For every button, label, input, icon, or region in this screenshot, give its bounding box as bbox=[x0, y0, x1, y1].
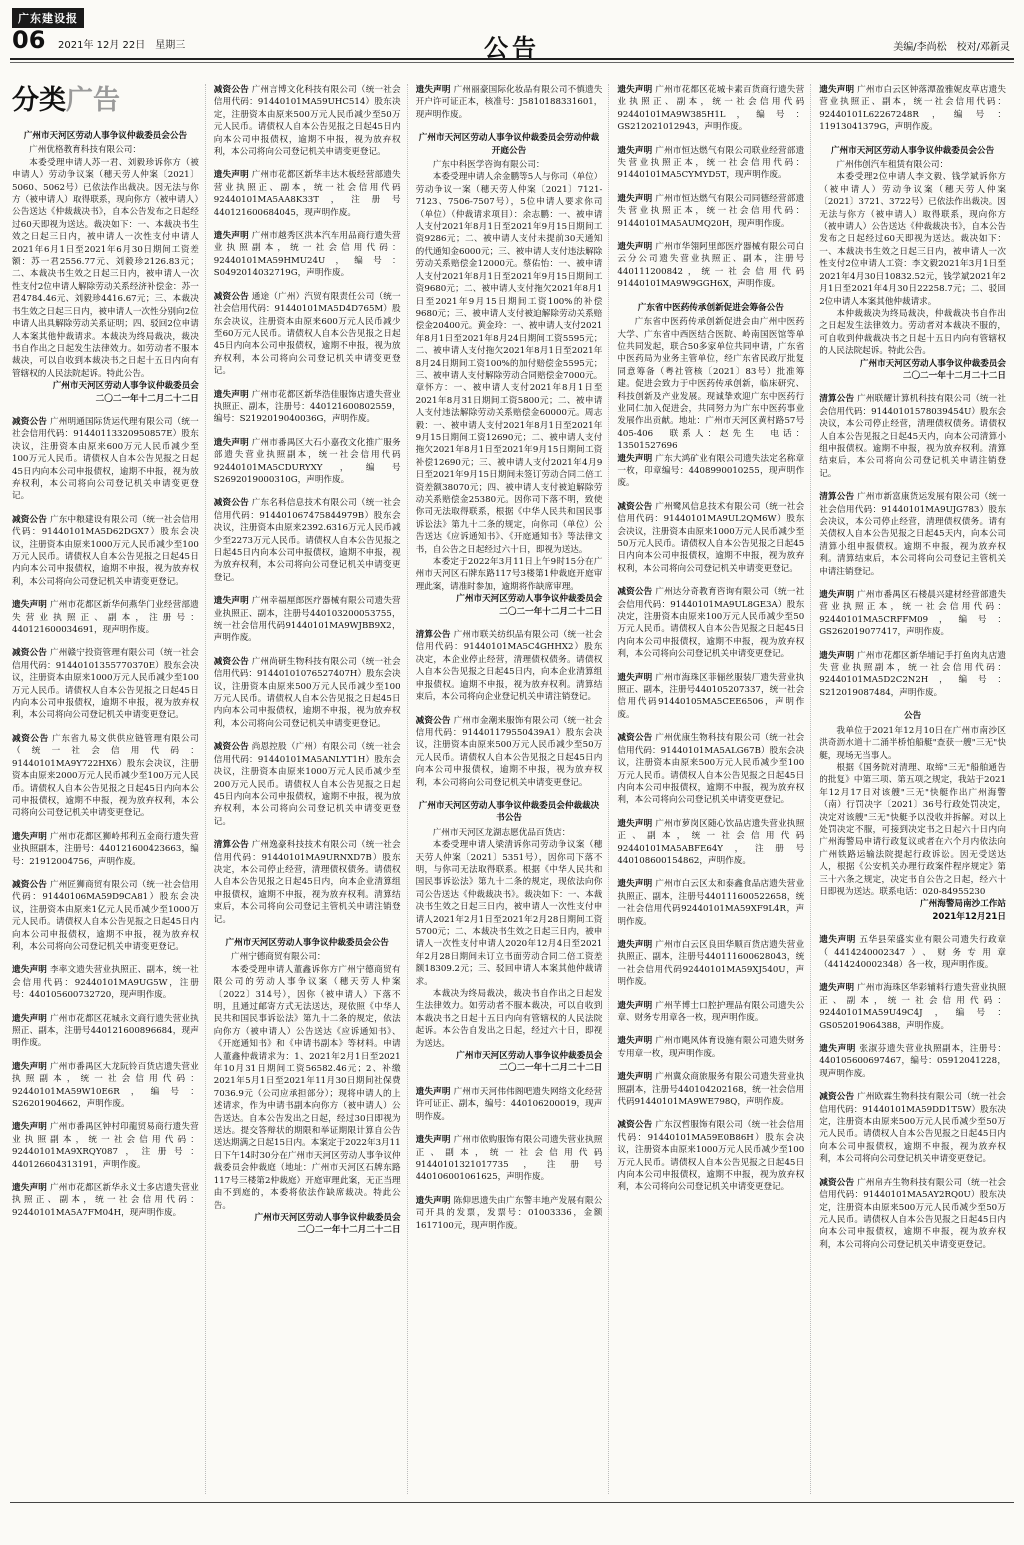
notice-label: 减资公告 bbox=[12, 514, 48, 525]
notice-paragraph: 本委受理申请人梁清诉你司劳动争议案（穗天劳人仲案〔2021〕5351号），因你司下落不明，与你司无法取得联系。根据《中华人民共和国民事诉讼法》第九十二条的规定，现依法向你司公告送达《仲裁裁决书》。裁决如下：一、本裁决书生效之日起三日内，被申请人一次性支付申请人2021年2月1日至2021年2月28日期间工资5700元；二、本裁决书生效之日起三日内，被申请人一次性支付申请人2020年12月4日至2021年2月28日期间未订立书面劳动合同二倍工资差额18309.2元；三、驳回申请人本案其他仲裁请求。 bbox=[415, 840, 603, 987]
notice-paragraph: 广州宁德商贸有限公司： bbox=[230, 952, 326, 963]
notice-text: 广州冀众商旅服务有限公司遗失营业执照副本，注册号440104202168，统一社会信用代码91440101MA9WE798Q，声明作废。 bbox=[617, 1072, 805, 1108]
notice-text: 广州市花都区花城永文商行遗失营业执照正、副本，注册号440121600896684，现声明作废。 bbox=[12, 1013, 199, 1049]
column-2 bbox=[214, 84, 408, 1494]
notice-item bbox=[617, 878, 804, 928]
notice-label: 遗失声明 bbox=[12, 1013, 48, 1024]
notice-label: 遗失声明 bbox=[819, 935, 856, 946]
notice-item bbox=[214, 230, 401, 280]
notice-item bbox=[416, 629, 603, 703]
notice-paragraph: 广州优格教育科技有限公司： bbox=[29, 145, 141, 156]
notice-text: 广东大鸿矿业有限公司遗失法定名称章一枚，印章编号：4408990010255，现声明作废。 bbox=[617, 453, 805, 489]
notice-label: 遗失声明 bbox=[617, 939, 653, 950]
notice-label: 清算公告 bbox=[819, 492, 855, 503]
notice-item bbox=[12, 964, 199, 1001]
section-title: 公告 bbox=[484, 34, 540, 62]
notice-text: 广州匠狮商贸有限公司（统一社会信用代码：91440106MA59D9CA81）股东会决议，注册资本由原来1亿元人民币减少至1000万元人民币。请债权人自本公告见报之日起45日内向本公司申报债权，逾期不申报，视为放弃权利，本公司将向公司登记机关申请变更登记。 bbox=[12, 879, 199, 952]
notice-text: 广州市番禺区钟村印龍贸易商行遗失营业执照副本，统一社会信用代码：92440101MA9XRQY087，注册号：440126604313191，声明作废。 bbox=[12, 1122, 199, 1170]
notice-item bbox=[12, 416, 199, 503]
notice-item bbox=[617, 501, 804, 575]
header-rule-thin bbox=[10, 62, 1014, 63]
notice-text: 广州市金潮来服饰有限公司（统一社会信用代码：914401179550439A1）股东会决议，注册资本由原来500万元人民币减少至50万元人民币。请债权人自本公告见报之日起45日内向本公司申报债权，逾期不申报，视为放弃权利，本公司将向公司登记机关申请变更登记。 bbox=[415, 715, 603, 788]
notice-item bbox=[12, 647, 199, 721]
notice-text: 广州丽豪国际化妆品有限公司不慎遗失开户许可证正本，核准号：J5810188331601，现声明作废。 bbox=[415, 85, 603, 120]
notice-label: 减资公告 bbox=[213, 742, 249, 753]
notice-item bbox=[617, 453, 804, 490]
issue-date: 2021年 12月 22日 星期三 bbox=[58, 40, 186, 51]
notice-label: 遗失声明 bbox=[12, 600, 48, 611]
notice-item bbox=[214, 741, 401, 828]
notice-item bbox=[12, 879, 199, 953]
notice-label: 遗失声明 bbox=[819, 590, 855, 601]
notice-item bbox=[617, 1071, 804, 1108]
notice-paragraph: 本委受理申请人苏一君、刘毅珍诉你方（被申请人）劳动争议案（穗天劳人仲案〔2021〕5060、5062号）已依法作出裁决。因无法与你方（被申请人）取得联系，现向你方（被申请人）公告送达《仲裁裁决书》，自本公告发布之日起经过60天即视为送达。裁决如下：一、本裁决书生效之日起三日内，被申请人一次性支付申请人2021年6月1日至2021年6月30日期间工资差额：苏一君2556.77元、刘毅珍2126.83元；二、本裁决书生效之日起三日内，被申请人一次性支付2位申请人解除劳动关系经济补偿金：苏一君4784.46元、刘毅珍4416.67元；三、本裁决书生效之日起三日内，被申请人一次性分别向2位申请人出具解除劳动关系证明；四、驳回2位申请人本案其他仲裁请求。本裁决为终局裁决，裁决书自作出之日起发生法律效力。如劳动者不服本裁决，可以自收到本裁决书之日起十五日内向有管辖权的人民法院起诉。特此公告。 bbox=[12, 157, 199, 379]
notice-label: 遗失声明 bbox=[617, 1000, 653, 1011]
notice-signature: 二〇二一年十二月二十二日 bbox=[499, 606, 603, 617]
notice-item bbox=[416, 1086, 603, 1123]
notice-item bbox=[617, 1119, 804, 1193]
notice-item bbox=[416, 1195, 603, 1232]
notice-paragraph: 本委受理申请人董鑫诉你方广州宁德商贸有限公司的劳动人事争议案（穗天劳人仲案〔2022〕314号），因你（被申请人）下落不明，且通过邮寄方式无法送达，现依照《中华人民共和国民事诉讼法》第九十二条的规定，依法向你方（被申请人）公告送达《应诉通知书》、《开庭通知书》和《申请书副本》等材料。申请人董鑫仲裁请求为：1、2021年2月1日至2021年10月31日期间工资56582.46元；2、补缴2021年5月1日至2021年11月30日期间社保费7036.9元（公司应承担部分）；现将申请人的上述请求，作为申请书副本向你方（被申请人）公告送达。自本公告发出之日起，经过30日即视为送达。提交答辩状的期限和举证期限计算自公告送达期满之日起15日内。本案定于2022年3月11日下午14时30分在广州市天河区劳动人事争议仲裁委员会仲裁庭（地址：广州市天河区石牌东路117号三楼第2仲裁庭）开庭审理此案，无正当理由不到庭的，本委将依法作缺席裁决。特此公告。 bbox=[213, 964, 401, 1211]
notice-item bbox=[617, 84, 804, 134]
notice-label: 遗失声明 bbox=[819, 650, 855, 661]
notice-label: 遗失声明 bbox=[213, 170, 249, 181]
notice-paragraph: 广州市天河区龙湖志愿优品百货店： bbox=[432, 827, 571, 838]
classified-heading-accent: 广告 bbox=[66, 85, 120, 116]
notice-paragraph: 广州伟创汽车租赁有限公司： bbox=[836, 160, 949, 171]
notice-label: 遗失声明 bbox=[415, 1086, 451, 1097]
notice-label: 遗失声明 bbox=[617, 1036, 653, 1047]
notice-label: 减资公告 bbox=[819, 1092, 855, 1103]
notice-item bbox=[617, 241, 804, 291]
notice-item bbox=[819, 84, 1006, 134]
notice-text: 广州市番禺区石楼晨兴建材经营部遗失营业执照正本，统一社会信用代码：92440101MA5CRFFM09，编号：GS262019077417，声明作废。 bbox=[819, 590, 1006, 638]
notice-signature: 二〇二一年十二月二十二日 bbox=[499, 1063, 603, 1074]
notice-label: 减资公告 bbox=[617, 733, 653, 744]
notice-item bbox=[12, 733, 199, 820]
notice-text: 广州幸福厘郎医疗器械有限公司遗失营业执照正、副本，注册号440103200053755，统一社会信用代码91440101MA9WJBB9X2，声明作废。 bbox=[213, 596, 401, 644]
notice-item bbox=[12, 831, 199, 868]
notice-text: 广州言博文化科技有限公司（统一社会信用代码：91440101MA59UHC514）股东决定，注册资本由原来500万元人民币减少至50万元人民币。请债权人自本公告见报之日起45日内向本公司申报债权，逾期不申报，视为放弃权利，本公司将向公司登记机关申请变更登记。 bbox=[213, 85, 401, 158]
notice-item bbox=[214, 656, 401, 730]
notice-text: 广州市白云区太和泰鑫食品店遗失营业执照正、副本，注册号440111600522658，统一社会信用代码92440101MA59XF9L4R，声明作废。 bbox=[617, 879, 805, 927]
classified-columns bbox=[12, 84, 1012, 1494]
notice-text: 广州市恒达燃气有限公司联业经营部遗失营业执照正本，统一社会信用代码：91440101MA5CYMYD5T，现声明作废。 bbox=[617, 145, 805, 181]
newspaper-masthead: 广东建设报 bbox=[12, 8, 84, 28]
notice-text: 广州市白云区钟落潭盈雅妮皮草店遗失营业执照正、副本，统一社会信用代码：92440101L62267248R，编号：11913041379G，声明作废。 bbox=[819, 85, 1006, 133]
notice-item bbox=[12, 1061, 199, 1111]
notice-label: 遗失声明 bbox=[617, 453, 653, 464]
column-5 bbox=[819, 84, 1012, 1494]
notice-paragraph: 广东省中医药传承创新促进会由广州中医药大学、广东省中西医结合医院、岭南国医馆等单位共同发起，联合50多家单位共同申请，广东省中医药局为业务主管单位，经广东省民政厅批复同意筹备（粤社管核〔2021〕83号）批准筹建。促进会致力于中医药传承创新，临床研究、科技创新及产业发展。现诚挚欢迎广东中医药行业同仁加入促进会，共同努力为广东中医药事业发展作出贡献。地址：广州市天河区黄村路57号405-406 联系人：赵先生 电话：13501527696 bbox=[617, 317, 805, 452]
notice-item bbox=[819, 982, 1006, 1032]
notice-text: 广州鹭风信息技术有限公司（统一社会信用代码：91440101MA9UL2QM6W）股东会决议，注册资本由原来1000万元人民币减少至50万元人民币。请债权人自本公告见报之日起45日内向本公司申报债权，逾期不申报，视为放弃权利，本公司将向公司登记机关申请变更登记。 bbox=[617, 501, 805, 574]
notice-label: 遗失声明 bbox=[213, 596, 249, 607]
notice-item bbox=[12, 1013, 199, 1050]
notice-title: 广州市天河区劳动人事争议仲裁委员会仲裁裁决书公告 bbox=[418, 800, 600, 824]
notice-signature: 广州市天河区劳动人事争议仲裁委员会 bbox=[859, 358, 1006, 369]
notice-label: 遗失声明 bbox=[819, 983, 855, 994]
notice-label: 遗失声明 bbox=[415, 1135, 451, 1146]
notice-item bbox=[819, 491, 1006, 578]
notice-signature: 2021年12月21日 bbox=[932, 911, 1006, 922]
notice-label: 遗失声明 bbox=[12, 1183, 48, 1194]
notice-item bbox=[12, 1182, 199, 1219]
notice-label: 遗失声明 bbox=[617, 879, 653, 890]
notice-paragraph: 本委受理2位申请人李文毅、钱学斌诉你方（被申请人）劳动争议案（穗天劳人仲案〔2021〕3721、3722号）已依法作出裁决。因无法与你方（被申请人）取得联系，现向你方（被申请人）公告送达《仲裁裁决书》，自本公告发布之日起经过60天即视为送达。裁决如下：一、本裁决书生效之日起三日内，被申请人一次性支付2位申请人工资：李文毅2021年3月1日至2021年4月30日10832.52元，钱学斌2021年2月1日至2021年4月30日22258.7元；二、驳回2位申请人本案其他仲裁请求。 bbox=[819, 172, 1006, 307]
notice-title: 广州市天河区劳动人事争议仲裁委员会公告 bbox=[225, 937, 389, 948]
notice-label: 减资公告 bbox=[819, 1177, 855, 1188]
notice-item bbox=[617, 145, 804, 182]
notice-label: 清算公告 bbox=[415, 630, 451, 641]
notice-signature: 二〇二一年十二月二十二日 bbox=[297, 1225, 401, 1236]
notice-signature: 广州市天河区劳动人事争议仲裁委员会 bbox=[52, 381, 199, 392]
notice-text: 广州尚研生物科技有限公司（统一社会信用代码：91440101076527407H）股东会决议，注册资本由原来500万元人民币减少至100万元人民币。请债权人自本公告见报之日起45日内向本公司申报债权，逾期不申报，视为放弃权利，本公司将向公司登记机关申请变更登记。 bbox=[213, 656, 401, 729]
notice-text: 通途（广州）汽贸有限责任公司（统一社会信用代码：91440101MA5D4D765M）股东会决议，注册资本由原来600万元人民币减少至60万元人民币。请债权人自本公告见报之日起45日内向本公司申报债权，逾期不申报，视为放弃权利，本公司将向公司登记机关申请变更登记。 bbox=[213, 291, 401, 377]
notice-item bbox=[12, 599, 199, 636]
notice-label: 遗失声明 bbox=[12, 965, 48, 976]
notice-item bbox=[214, 169, 401, 219]
notice-text: 广州市白云区良田华顺百货店遗失营业执照正、副本，注册号440111600628043，统一社会信用代码92440101MA59XJ540U，声明作废。 bbox=[617, 939, 805, 988]
notice-label: 减资公告 bbox=[12, 879, 48, 890]
notice-text: 广东中粮建设有限公司（统一社会信用代码：91440101MA5D62DGX7）股东会决议，注册资本由原来1000万元人民币减少至100万元人民币。请债权人自本公告见报之日起45日内向本公司申报债权，逾期不申报，视为放弃权利，本公司将向公司登记机关申请变更登记。 bbox=[12, 514, 199, 587]
notice-item bbox=[819, 1177, 1006, 1251]
notice-title: 广东省中医药传承创新促进会筹备公告 bbox=[637, 302, 784, 313]
notice-text: 张淑芬遗失营业执照副本，注册号：440105600697467，编号：05912041228，现声明作废。 bbox=[819, 1044, 1006, 1079]
notice-text: 广州芊博士口腔护理品有限公司遗失公章、财务专用章各一枚，现声明作废。 bbox=[617, 1000, 805, 1023]
notice-item bbox=[617, 1035, 804, 1060]
notice-text: 广东省九易文供供应链管理有限公司（统一社会信用代码：91440101MA9Y722HX6）股东会决议，注册资本由原来2000万元人民币减少至100万元人民币。请债权人自本公告见报之日起45日内向本公司申报债权，逾期不申报，视为放弃权利，本公司将向公司登记机关申请变更登记。 bbox=[12, 733, 199, 819]
header-rule bbox=[10, 58, 1014, 60]
page-number: 06 bbox=[12, 26, 46, 54]
notice-label: 减资公告 bbox=[12, 416, 48, 427]
notice-item bbox=[214, 595, 401, 645]
notice-text: 广州市新富康货运发展有限公司（统一社会信用代码：91440101MA9UJG783）股东会决议，本公司停止经营，清理债权债务。请有关债权人自本公告见报之日起45天内，向本公司清算小组申报债权。逾期不申报，视为放弃权利。清算结束后，本公司将向公司登记主管机关申请注销登记。 bbox=[819, 492, 1006, 577]
notice-label: 减资公告 bbox=[213, 498, 249, 509]
editor-credits: 美编/李尚松 校对/邓新灵 bbox=[893, 42, 1010, 53]
notice-signature: 二〇二一年十二月二十二日 bbox=[902, 370, 1006, 381]
notice-title: 广州市天河区劳动人事争议仲裁委员会劳动仲裁开庭公告 bbox=[418, 133, 600, 156]
column-3 bbox=[416, 84, 610, 1494]
notice-label: 清算公告 bbox=[819, 394, 855, 405]
notice-text: 尚恩控股（广州）有限公司（统一社会信用代码：91440101MA5ANLYT1H）股东会决议，注册资本由原来1000万元人民币减少至200万元人民币。请债权人自本公告见报之日起45日内向本公司申报债权，逾期不申报，视为放弃权利，本公司将向公司登记机关申请变更登记。 bbox=[213, 742, 401, 827]
notice-item bbox=[416, 1134, 603, 1184]
notice-text: 广州市花都区新华埔记手打鱼肉丸店遗失营业执照副本，统一社会信用代码：92440101MA5D2C2N2H，编号：S212019087484，声明作废。 bbox=[819, 650, 1006, 698]
notice-paragraph: 根据《国务院对清理、取缔"三无"船舶通告的批复》中第三项、第五项之规定，我站于2021年12月17日对该艘"三无"快艇作出广州海警（南）行罚决字〔2021〕36号行政处罚决定，决定对该艘"三无"快艇予以没收并拆解。对以上处罚决定不服，可接到决定书之日起六十日内向广州海警局申请行政复议或者在六个月内依法向广州铁路运输法院提起行政诉讼。因无受送达人，根据《公安机关办理行政案件程序规定》第三十六条之规定，决定书自公告之日起，经六十日即视为送达。联系电话：020-84955230 bbox=[819, 762, 1006, 897]
notice-item bbox=[819, 934, 1006, 971]
notice-label: 遗失声明 bbox=[415, 1195, 451, 1206]
notice-item bbox=[819, 1043, 1006, 1080]
notice-label: 减资公告 bbox=[617, 501, 653, 512]
notice-paragraph: 广东中科医学咨询有限公司： bbox=[432, 160, 545, 171]
notice-item bbox=[617, 818, 804, 868]
notice-text: 广州市番禺区大石小嘉孜文化推广服务部遗失营业执照副本，统一社会信用代码92440101MA5CDURYXY，编号S2692019000310G，声明作废。 bbox=[213, 437, 401, 485]
notice-text: 广州市越秀区洪本汽车用品商行遗失营业执照副本，统一社会信用代码：92440101MA59HMU24U，编号：S0492014032719G，声明作废。 bbox=[213, 231, 401, 279]
notice-item bbox=[416, 84, 603, 121]
notice-text: 广州市花都区花城卡素百货商行遗失营业执照正、副本，统一社会信用代码92440101MA9W385H1L，编号：GS212021012943，声明作废。 bbox=[617, 85, 805, 133]
notice-text: 李率文遗失营业执照正、副本，统一社会信用代码：92440101MA9UG5W，注册号：440105600732720，现声明作废。 bbox=[12, 965, 199, 1001]
classified-ads-heading bbox=[12, 84, 199, 118]
notice-item bbox=[617, 586, 804, 660]
notice-text: 广州市花都区新华丰达木板经营部遗失营业执照正、副本，统一社会信用代码92440101MA5AA8K33T，注册号440121600684045，现声明作废。 bbox=[213, 170, 401, 218]
notice-label: 遗失声明 bbox=[617, 242, 653, 253]
notice-item bbox=[416, 715, 603, 789]
notice-label: 减资公告 bbox=[12, 648, 48, 659]
notice-text: 广州市恒达燃气有限公司同德经营部遗失营业执照正本，统一社会信用代码：91440101MA5AUMQ20H，现声明作废。 bbox=[617, 193, 805, 229]
notice-item bbox=[617, 193, 804, 230]
notice-signature: 二〇二一年十二月二十二日 bbox=[95, 393, 199, 404]
notice-paragraph: 本委定于2022年3月11日上午9时15分在广州市天河区石牌东路117号3楼第1仲裁庭开庭审理此案，请准时参加，逾期将作缺席审理。 bbox=[415, 557, 603, 592]
notice-item bbox=[214, 437, 401, 487]
notice-paragraph: 本仲裁裁决为终局裁决，仲裁裁决书自作出之日起发生法律效力。劳动者对本裁决不服的，可自收到仲裁裁决书之日起十五日内向有管辖权的人民法院起诉。特此公告。 bbox=[819, 308, 1006, 357]
notice-text: 广州市花都区狮岭邦利五金商行遗失营业执照副本，注册号：440121600423663，编号：21912004756，声明作废。 bbox=[12, 831, 199, 867]
notice-item bbox=[617, 939, 804, 989]
notice-label: 遗失声明 bbox=[12, 831, 48, 842]
notice-text: 广州市飓风体育设施有限公司遗失财务专用章一枚，现声明作废。 bbox=[617, 1036, 805, 1059]
notice-label: 遗失声明 bbox=[415, 85, 451, 95]
notice-label: 遗失声明 bbox=[213, 231, 249, 242]
notice-label: 遗失声明 bbox=[213, 389, 249, 400]
notice-item bbox=[819, 589, 1006, 639]
notice-item bbox=[214, 839, 401, 926]
notice-text: 陈仰思遗失由广东警丰地产发展有限公司开具的发票，发票号：01003336，金额1617100元，现声明作废。 bbox=[415, 1195, 603, 1231]
notice-text: 广东名科信息技术有限公司（统一社会信用代码：914401067475844979B）股东会决议，注册资本由原来2392.6316万元人民币减少至2273万元人民币。请债权人自本公告见报之日起45日内向本公司申报债权，逾期不申报，视为放弃权利，本公司将向公司登记机关申请变更登记。 bbox=[213, 498, 401, 583]
notice-item bbox=[617, 732, 804, 806]
notice-text: 广州市海珠区菲俪丝服装厂遗失营业执照正、副本，注册号440105207337，统一社会信用代码91440105MA5CEE6506，声明作废。 bbox=[617, 672, 805, 720]
notice-text: 五华县荣盛实业有限公司遗失行政章（4414240002347）、财务专用章（4414240002348）各一枚，现声明作废。 bbox=[819, 935, 1006, 970]
notice-title: 公告 bbox=[903, 711, 922, 722]
notice-text: 广州市天河伟伟阁吧遗失网络文化经营许可证正、副本，编号：440106200019，现声明作废。 bbox=[415, 1086, 603, 1122]
notice-text: 广州欧霖生物科技有限公司（统一社会信用代码：91440101MA59DD1T5W）股东决定，注册资本由原来500万元人民币减少至50万元人民币。请债权人自本公告见报之日起45日内向本公司申报债权，逾期不申报，视为放弃权利，本公司将向公司登记机关申请变更登记。 bbox=[819, 1092, 1006, 1165]
notice-paragraph: 我单位于2021年12月10日在广州市南沙区洪奇沥水道十二涌半桥怕船艇"查获一艘"三无"快艇，现场无当事人。 bbox=[819, 725, 1006, 761]
notice-label: 遗失声明 bbox=[819, 1044, 856, 1055]
notice-label: 遗失声明 bbox=[617, 145, 653, 156]
notice-item bbox=[617, 1000, 804, 1025]
column-4 bbox=[617, 84, 811, 1494]
notice-item bbox=[214, 389, 401, 426]
notice-text: 广州市依购服饰有限公司遗失营业执照正、副本，统一社会信用代码91440101321017735，注册号440106001061625，声明作废。 bbox=[415, 1135, 603, 1183]
notice-label: 遗失声明 bbox=[12, 1061, 48, 1072]
notice-label: 遗失声明 bbox=[617, 193, 653, 204]
notice-label: 减资公告 bbox=[12, 733, 49, 744]
notice-signature: 广州市天河区劳动人事争议仲裁委员会 bbox=[456, 1051, 603, 1062]
notice-text: 广州联耀计算机科技有限公司（统一社会信用代码：91440101578039454U）股东会决议，本公司停止经营，清理债权债务。请债权人自本公告见报之日起45天内，向本公司清算小组申报债权。逾期不申报，视为放弃权利。清算结束后，本公司将向公司登记机关申请注销登记。 bbox=[819, 394, 1006, 479]
notice-signature: 广州市天河区劳动人事争议仲裁委员会 bbox=[254, 1212, 401, 1223]
notice-text: 广州市花都区新华何燕华门业经营部遗失营业执照正、副本，注册号：440121600034691，现声明作废。 bbox=[12, 600, 199, 636]
notice-text: 广东汉哲服饰有限公司（统一社会信用代码：91440101MA59E0B86H）股东会决议，注册资本由原来1000万元人民币减少至100万元人民币。请债权人自本公告见报之日起45日内向本公司申报债权，逾期不申报，视为放弃权利，本公司将向公司登记机关申请变更登记。 bbox=[617, 1120, 805, 1193]
notice-paragraph: 本裁决为终局裁决，裁决书自作出之日起发生法律效力。如劳动者不服本裁决，可以自收到本裁决书之日起十五日内向有管辖权的人民法院起诉。本公告自发出之日起，经过六十日，即视为送达。 bbox=[415, 989, 603, 1049]
notice-title: 广州市天河区劳动人事争议仲裁委员会公告 bbox=[830, 145, 995, 156]
notice-item bbox=[214, 84, 401, 158]
notice-text: 广州赣宁投资管理有限公司（统一社会信用代码：91440101355770370E）股东会决议，注册资本由原来1000万元人民币减少至100万元人民币。请债权人自本公告见报之日起45日内向本公司申报债权，逾期不申报，视为放弃权利，本公司将向公司登记机关申请变更登记。 bbox=[12, 648, 199, 721]
notice-label: 遗失声明 bbox=[617, 818, 653, 829]
notice-item bbox=[617, 672, 804, 722]
notice-text: 广州市联关纺织品有限公司（统一社会信用代码：91440101MA5C4GHHX2）股东决定，本企业停止经营，清理债权债务。请债权人自本公告见报之日起45日内，向本企业清算组申报债权。逾期不申报，视为放弃权利。清算结束后，本公司将向企业登记机关申请注销登记。 bbox=[415, 630, 603, 703]
notice-text: 广州市海珠区华彩辅料行遗失营业执照正、副本，统一社会信用代码：92440101MA59U49C4J，编号：GS052019064388，声明作废。 bbox=[819, 983, 1006, 1031]
notice-text: 广州明通国际货运代理有限公司（统一社会信用代码：91440113320950857E）股东决议，注册资本由原来600万元人民币减少至100万元人民币。请债权人自本公告见报之日起45日内向本公司申报债权，逾期不申报，视为放弃权利，本公司将向公司登记机关申请变更登记。 bbox=[12, 416, 199, 502]
notice-text: 广州市萝岗区随心饮品店遗失营业执照正、副本，统一社会信用代码92440101MA5ABFE64Y，注册号440108600154862，声明作废。 bbox=[617, 818, 805, 866]
notice-paragraph: 本委受理申请人余金鹏等5人与你司（单位）劳动争议一案（穗天劳人仲案〔2021〕7121-7123、7506-7507号），5位申请人要求你司（单位）（仲裁请求项目）：余志鹏：一、被申请人支付2021年8月1日至2021年9月15日期间工资9286元；二、被申请人支付未提前30天通知的代通知金6000元；三、被申请人支付违法解除劳动关系赔偿金12000元。蔡佑怡：一、被申请人支付2021年8月1日至2021年9月15日期间工资9680元；二、被申请人支付拖欠2021年8月1日至2021年9月15日期间工资100%的补偿9680元；三、被申请人支付被迫解除劳动关系赔偿金20400元。黄金玲：一、被申请人支付2021年8月1日至2021年8月24日期间工资5595元；二、被申请人支付拖欠2021年8月1日至2021年8月24日期间工资100%的加付赔偿金5595元；三、被申请人支付解除劳动合同赔偿金7000元。章怀方：一、被申请人支付2021年8月1日至2021年8月31日期间工资5800元；二、被申请人支付违法解除劳动关系赔偿金60000元。周志毅：一、被申请人支付2021年8月1日至2021年9月15日期间工资12690元；二、被申请人支付拖欠2021年8月1日至2021年9月15日期间工资补偿12690元；三、被申请人支付2021年4月9日至2021年9月15日期间未签订劳动合同二倍工资差额38070元；四、被申请人支付被迫解除劳动关系赔偿金25380元。因你司下落不明，致使你司无法取得联系，根据《中华人民共和国民事诉讼法》第九十二条的规定，向你司（单位）公告送达《应诉通知书》、《开庭通知书》等法律文书，自公告之日起经过六十日，即视为送达。 bbox=[415, 172, 603, 555]
notice-signature: 广州海警局南沙工作站 bbox=[920, 899, 1006, 910]
notice-label: 遗失声明 bbox=[617, 672, 653, 683]
notice-text: 广州市华翎阿里郎医疗器械有限公司白云分公司遗失营业执照正、副本，注册号440111200842，统一社会信用代码91440101MA9W9GGH6X，声明作废。 bbox=[617, 242, 805, 290]
notice-label: 清算公告 bbox=[213, 840, 249, 851]
notice-item bbox=[214, 497, 401, 584]
notice-text: 广州市花都区新华浩佳服饰店遗失营业执照正、副本，注册号：440121600802559，编号：S2192019040036G，声明作废。 bbox=[213, 389, 401, 425]
notice-label: 遗失声明 bbox=[617, 1072, 653, 1083]
notice-item bbox=[12, 1121, 199, 1171]
notice-text: 广州逸豪科技技术有限公司（统一社会信用代码：91440101MA9URNXD7B）股东决定，本公司停止经营，清理债权债务。请债权人自本公告见报之日起45日内，向本企业清算组申报债权，逾期不申报，视为放弃权利。清算结束后，本公司将向公司登记主管机关申请注销登记。 bbox=[213, 840, 401, 925]
column-1 bbox=[12, 84, 206, 1494]
footer-rule bbox=[10, 1502, 1014, 1503]
notice-text: 广州帛卉生物科技有限公司（统一社会信用代码：91440101MA5AY2RQ0U）股东决定，注册资本由原来500万元人民币减少至50万元人民币。请债权人自本公告见报之日起45日内向本公司申报债权，逾期不申报，视为放弃权利，本公司将向公司登记机关申请变更登记。 bbox=[819, 1177, 1006, 1250]
notice-title: 广州市天河区劳动人事争议仲裁委员会公告 bbox=[23, 131, 188, 141]
notice-label: 遗失声明 bbox=[213, 437, 249, 448]
notice-item bbox=[12, 514, 199, 588]
notice-text: 广州市番禺区大龙阮铃百货店遗失营业执照副本，统一社会信用代码：92440101MA59W10E6R，编号：S26201904662，声明作废。 bbox=[12, 1061, 199, 1110]
notice-signature: 广州市天河区劳动人事争议仲裁委员会 bbox=[456, 594, 603, 605]
notice-label: 遗失声明 bbox=[617, 85, 653, 95]
notice-label: 减资公告 bbox=[617, 1120, 653, 1131]
notice-label: 减资公告 bbox=[415, 715, 451, 726]
notice-text: 广州优康生物科技有限公司（统一社会信用代码：91440101MA5ALG67B）股东会决议，注册资本由原来500万元人民币减少至100万元人民币。请债权人自本公告见报之日起45日内向本公司申报债权，逾期不申报，视为放弃权利，本公司将向公司登记机关申请变更登记。 bbox=[617, 733, 805, 806]
notice-text: 广州达分奇教育咨询有限公司（统一社会信用代码：91440101MA9UL8GE3A）股东决定，注册资本由原来100万元人民币减少至50万元人民币。请债权人自本公告见报之日起45日内向本公司申报债权，逾期不申报，视为放弃权利，本公司将向公司登记机关申请变更登记。 bbox=[617, 587, 805, 660]
notice-label: 减资公告 bbox=[213, 656, 249, 667]
notice-item bbox=[819, 1091, 1006, 1165]
classified-heading-main: 分类 bbox=[12, 85, 66, 116]
notice-label: 遗失声明 bbox=[12, 1122, 48, 1133]
notice-item bbox=[819, 393, 1006, 480]
notice-item bbox=[214, 291, 401, 378]
notice-label: 减资公告 bbox=[617, 587, 653, 598]
notice-text: 广州市花都区新华永义士多店遗失营业执照正、副本，统一社会信用代码：92440101MA5A7FM04H，现声明作废。 bbox=[12, 1183, 199, 1218]
notice-label: 减资公告 bbox=[213, 291, 249, 302]
notice-label: 减资公告 bbox=[213, 85, 249, 95]
notice-label: 遗失声明 bbox=[819, 85, 855, 95]
notice-item bbox=[819, 650, 1006, 700]
